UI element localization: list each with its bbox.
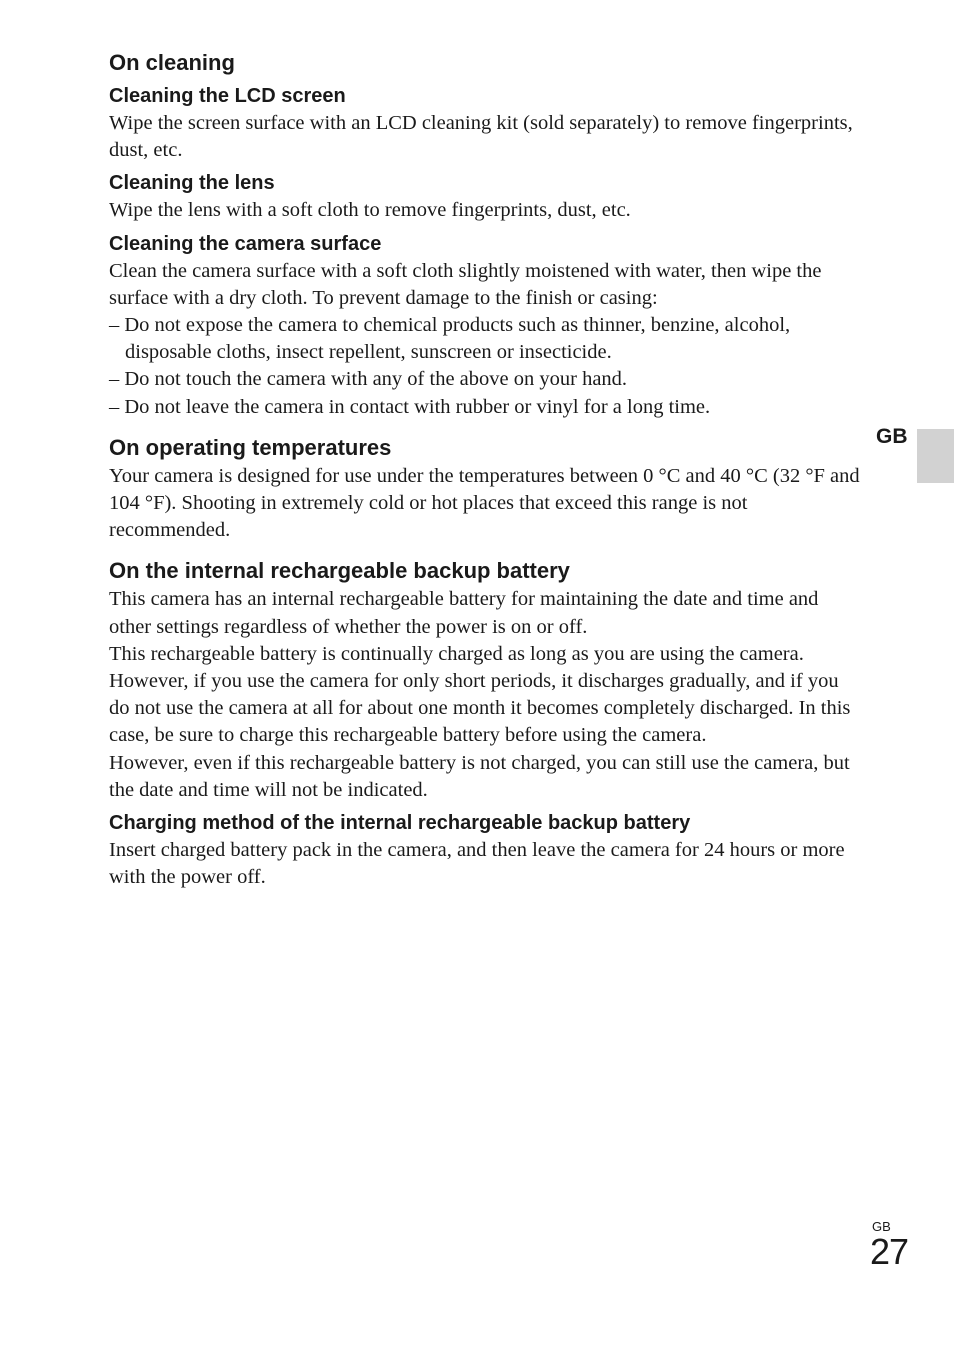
page-content — [109, 48, 861, 891]
bullet-item: – Do not expose the camera to chemical products such as thinner, benzine, alcohol, disposable cloths, insect repellent, sunscreen or insecticide. — [109, 314, 791, 364]
section-heading-cleaning: On cleaning — [109, 50, 235, 75]
language-side-tab — [917, 429, 954, 483]
subheading-cleaning-lens: Cleaning the lens — [109, 172, 275, 195]
subheading-cleaning-lcd: Cleaning the LCD screen — [109, 85, 346, 107]
subheading-charging-method: Charging method of the internal rechargeable backup battery — [109, 812, 691, 835]
paragraph-temperatures: Your camera is designed for use under the temperatures between 0 °C and 40 °C (32 °F and 104 °F). Shooting in extremely cold or hot places that exceed this range is not recommended. — [109, 464, 860, 542]
paragraph-cleaning-lens: Wipe the lens with a soft cloth to remove fingerprints, dust, etc. — [109, 199, 631, 222]
paragraph-cleaning-lcd: Wipe the screen surface with an LCD cleaning kit (sold separately) to remove fingerprints, dust, etc. — [109, 112, 853, 162]
paragraph-backup-battery: This camera has an internal rechargeable battery for maintaining the date and time and other settings regardless of whether the power is on or off. — [109, 588, 819, 638]
section-heading-temperatures: On operating temperatures — [109, 434, 392, 460]
paragraph-backup-battery: This rechargeable battery is continually charged as long as you are using the camera. However, if you use the camera for only short periods, it discharges gradually, and if you do not use the camera at all for about one month it becomes completely discharged. In this case, be sure to charge this rechargeable battery before using the camera. — [109, 642, 851, 747]
paragraph-charging-method: Insert charged battery pack in the camera, and then leave the camera for 24 hours or more with the power off. — [109, 839, 845, 889]
page-number-prefix: GB — [872, 1219, 891, 1234]
language-tab-label: GB — [876, 425, 908, 448]
section-heading-backup-battery: On the internal rechargeable backup battery — [109, 558, 570, 584]
bullet-item: – Do not touch the camera with any of the above on your hand. — [109, 368, 628, 391]
bullet-item: – Do not leave the camera in contact with rubber or vinyl for a long time. — [109, 395, 711, 418]
paragraph-cleaning-surface: Clean the camera surface with a soft cloth slightly moistened with water, then wipe the surface with a dry cloth. To prevent damage to the finish or casing: — [109, 259, 822, 309]
paragraph-backup-battery: However, even if this rechargeable battery is not charged, you can still use the camera, but the date and time will not be indicated. — [109, 751, 850, 801]
subheading-cleaning-surface: Cleaning the camera surface — [109, 232, 382, 255]
page-number: 27 — [870, 1231, 909, 1272]
